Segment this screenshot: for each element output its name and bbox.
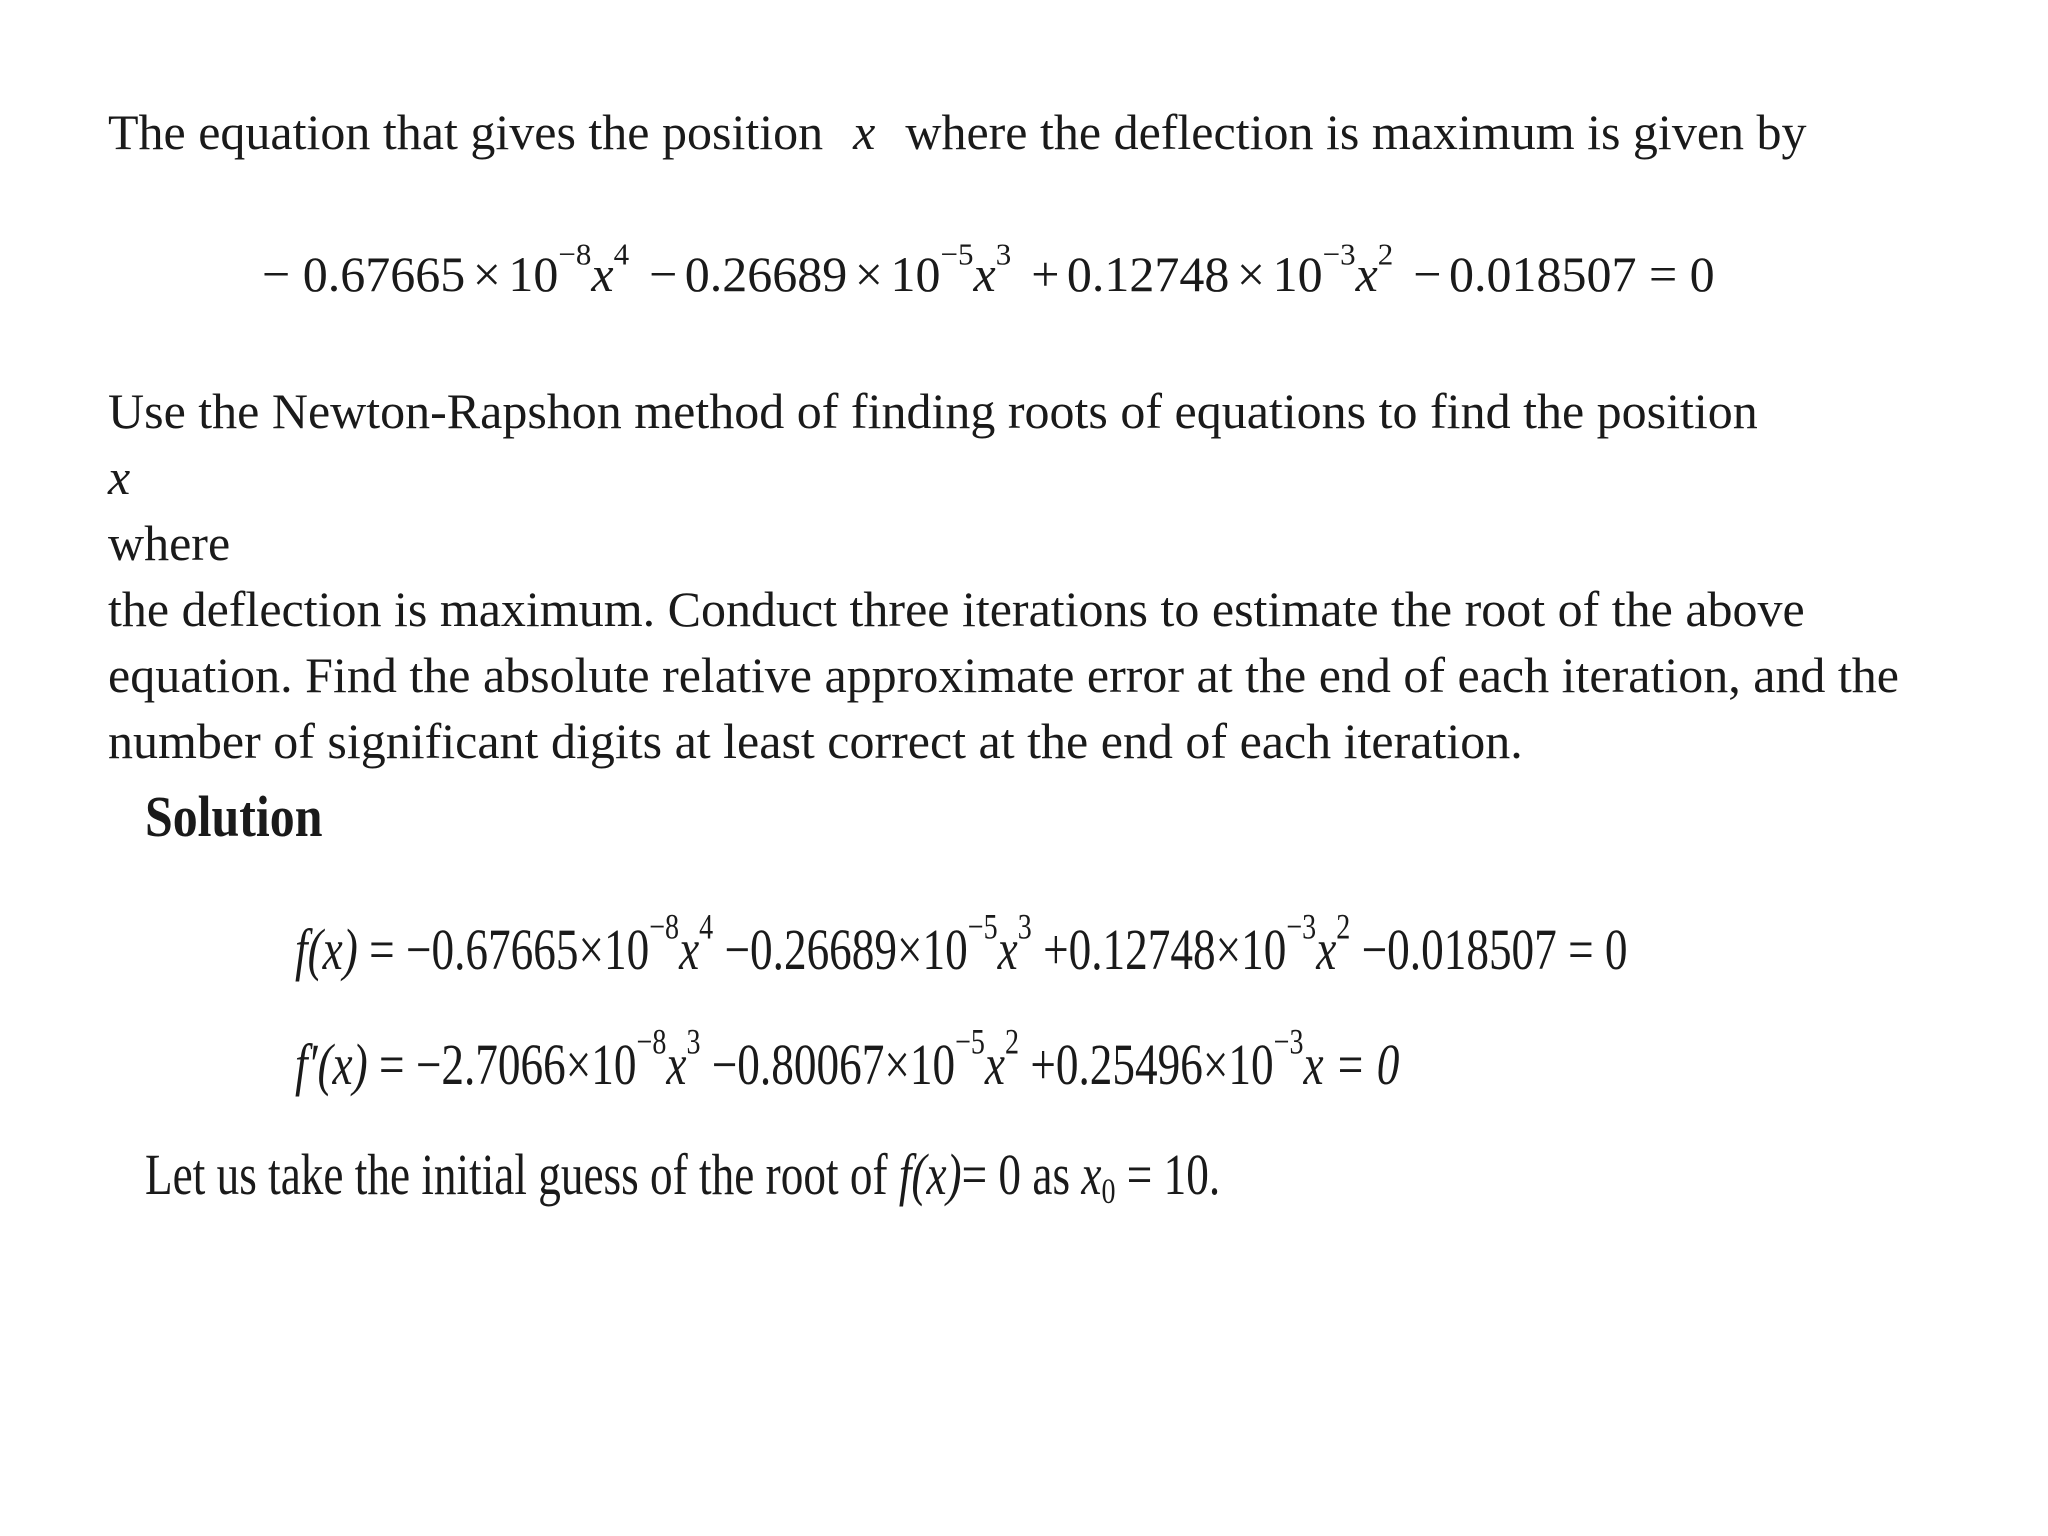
guess-equals-zero: = 0 [961, 1142, 1022, 1207]
term2-coefficient: 0.26689 [684, 246, 848, 302]
function-lhs: f(x) [295, 917, 358, 982]
term3-coefficient: 0.12748 [1066, 246, 1230, 302]
fpx-term3: +0.25496×10 [1030, 1032, 1274, 1097]
fpx-term1-exp: −8 [636, 1021, 667, 1062]
task-line-1-after: where [108, 515, 231, 571]
term1-exponent: −8 [558, 236, 592, 272]
fx-term2-exp: −5 [967, 906, 998, 947]
fpx-term1: −2.7066×10 [415, 1032, 637, 1097]
fx-term3: +0.12748×10 [1043, 917, 1287, 982]
task-line-1 [108, 378, 1988, 576]
task-variable-x: x [108, 449, 131, 505]
term3-sign: + [1031, 246, 1060, 302]
guess-function: f(x) [898, 1142, 962, 1207]
intro-variable-x: x [853, 104, 876, 160]
term2-exponent: −5 [940, 236, 974, 272]
fx-term1-exp: −8 [649, 906, 680, 947]
derivative-equals: = [378, 1032, 405, 1097]
term3-exponent: −3 [1322, 236, 1356, 272]
term1-sign: − [262, 246, 291, 302]
intro-text-before: The equation that gives the position [108, 104, 824, 160]
term3-power: 2 [1377, 236, 1394, 272]
fx-term1-pow: 4 [699, 906, 714, 947]
fx-term2-pow: 3 [1017, 906, 1032, 947]
fx-term4: −0.018507 = 0 [1361, 917, 1628, 982]
task-line-3: equation. Find the absolute relative approximate error at the end of each iteration, and the [108, 647, 1899, 703]
function-equals: = [369, 917, 395, 982]
guess-as: as [1032, 1142, 1071, 1207]
fx-term3-exp: −3 [1286, 906, 1317, 947]
deflection-equation: − $0.67665 \times 10^{-8}x^4 - 0.26689 \times 10^{-5}x^3 + 0.12748 \times 10^{-3}x^2 - 0.018507 = 0$ [262, 236, 1715, 302]
fpx-term2: −0.80067×10 [711, 1032, 956, 1097]
guess-x0-subscript: 0 [1101, 1170, 1116, 1211]
term1-power: 4 [613, 236, 630, 272]
solution-heading: Solution [145, 784, 323, 849]
fpx-term2-exp: −5 [955, 1021, 985, 1062]
task-line-1-before: Use the Newton-Rapshon method of finding roots of equations to find the position [108, 383, 1758, 439]
fpx-term2-pow: 2 [1005, 1021, 1020, 1062]
guess-x0: x [1081, 1142, 1102, 1207]
term1-coefficient: 0.67665 [302, 246, 466, 302]
intro-sentence [108, 100, 1807, 164]
derivative-lhs: f′(x) [295, 1032, 368, 1097]
equation-rhs: = 0 [1648, 246, 1715, 302]
initial-guess-sentence [145, 1140, 1220, 1210]
term2-power: 3 [995, 236, 1012, 272]
fpx-term1-pow: 3 [686, 1021, 701, 1062]
intro-text-after: where the deflection is maximum is given by [905, 104, 1807, 160]
task-line-2: the deflection is maximum. Conduct three iterations to estimate the root of the above [108, 581, 1805, 637]
fx-term1: −0.67665×10 [405, 917, 650, 982]
task-line-4: number of significant digits at least correct at the end of each iteration. [108, 713, 1523, 769]
function-definition: $f(x) = -0.67665\times 10^{-8}x^4 -0.26689\times 10^{-5}x^3 +0.12748\times 10^{-3}x^2 -0.018507 = 0$ [295, 906, 1628, 982]
term4-constant: 0.018507 [1448, 246, 1637, 302]
fpx-term3-exp: −3 [1273, 1021, 1304, 1062]
fx-term2: −0.26689×10 [724, 917, 968, 982]
derivative-definition: $f'(x) = -2.7066\times 10^{-8}x^3 -0.80067\times 10^{-5}x^2 +0.25496\times 10^{-3}x = 0$ [295, 1021, 1400, 1097]
fpx-tail: x = 0 [1303, 1032, 1400, 1097]
guess-text: Let us take the initial guess of the root of [145, 1142, 888, 1207]
task-paragraph [108, 378, 1988, 774]
guess-value: = 10. [1126, 1142, 1221, 1207]
term2-sign: − [649, 246, 678, 302]
term4-sign: − [1413, 246, 1442, 302]
fx-term3-pow: 2 [1336, 906, 1351, 947]
